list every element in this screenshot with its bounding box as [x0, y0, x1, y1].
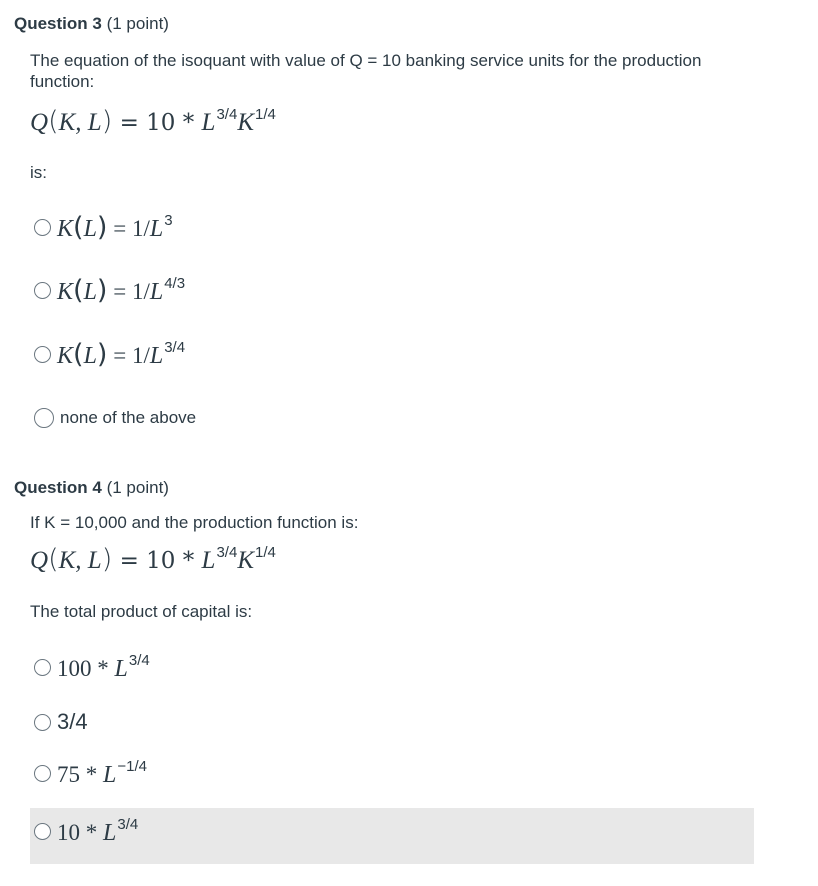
- radio-button[interactable]: [34, 219, 51, 236]
- q3-option-3[interactable]: [30, 339, 185, 370]
- q4-option-3-label: $75 * L^{-1/4}$: [57, 758, 147, 788]
- radio-button[interactable]: [34, 282, 51, 299]
- q3-option-1-label: $K(L) = 1/L^3$: [57, 212, 173, 243]
- q4-option-4[interactable]: [30, 816, 138, 847]
- radio-button[interactable]: [34, 346, 51, 363]
- q4-option-3[interactable]: [30, 758, 147, 789]
- q3-heading: [14, 14, 169, 34]
- q4-prompt: If K = 10,000 and the production function is:: [30, 513, 359, 532]
- q3-tail: is:: [30, 163, 47, 182]
- q3-formula: Q(K, $L) = 10 * L^{3/4}K^{1/4}$: [30, 106, 276, 137]
- radio-button[interactable]: [34, 659, 51, 676]
- q3-points: (1 point): [106, 14, 169, 33]
- q4-points: (1 point): [106, 478, 169, 497]
- radio-button[interactable]: [34, 765, 51, 782]
- q4-formula: Q(K, $L) = 10 * L^{3/4}K^{1/4}$: [30, 544, 276, 575]
- radio-button[interactable]: [34, 714, 51, 731]
- q4-option-1[interactable]: [30, 652, 150, 683]
- q3-option-2[interactable]: [30, 275, 185, 306]
- q3-option-3-label: $K(L) = 1/L^{3/4}$: [57, 339, 186, 370]
- q4-option-2-label: 3/4: [57, 709, 88, 734]
- radio-button[interactable]: [34, 408, 54, 428]
- radio-button[interactable]: [34, 823, 51, 840]
- q3-option-4-label: none of the above: [60, 408, 197, 427]
- q3-prompt: The equation of the isoquant with value of Q = 10 banking service units for the production function:: [30, 51, 702, 91]
- q4-tail: The total product of capital is:: [30, 602, 253, 621]
- q3-number: Question 3: [14, 14, 102, 33]
- q4-option-1-label: $100 * L^{3/4}$: [57, 652, 150, 682]
- q3-option-2-label: $K(L) = 1/L^{4/3}$: [57, 275, 186, 306]
- q4-heading: [14, 478, 169, 498]
- q4-option-2[interactable]: [30, 709, 88, 735]
- q4-option-4-hover-highlight: [30, 808, 754, 864]
- q4-number: Question 4: [14, 478, 102, 497]
- q4-option-4-label: $10 * L^{3/4}$: [57, 816, 139, 846]
- q3-option-1[interactable]: [30, 212, 173, 243]
- q3-option-4[interactable]: [30, 408, 196, 428]
